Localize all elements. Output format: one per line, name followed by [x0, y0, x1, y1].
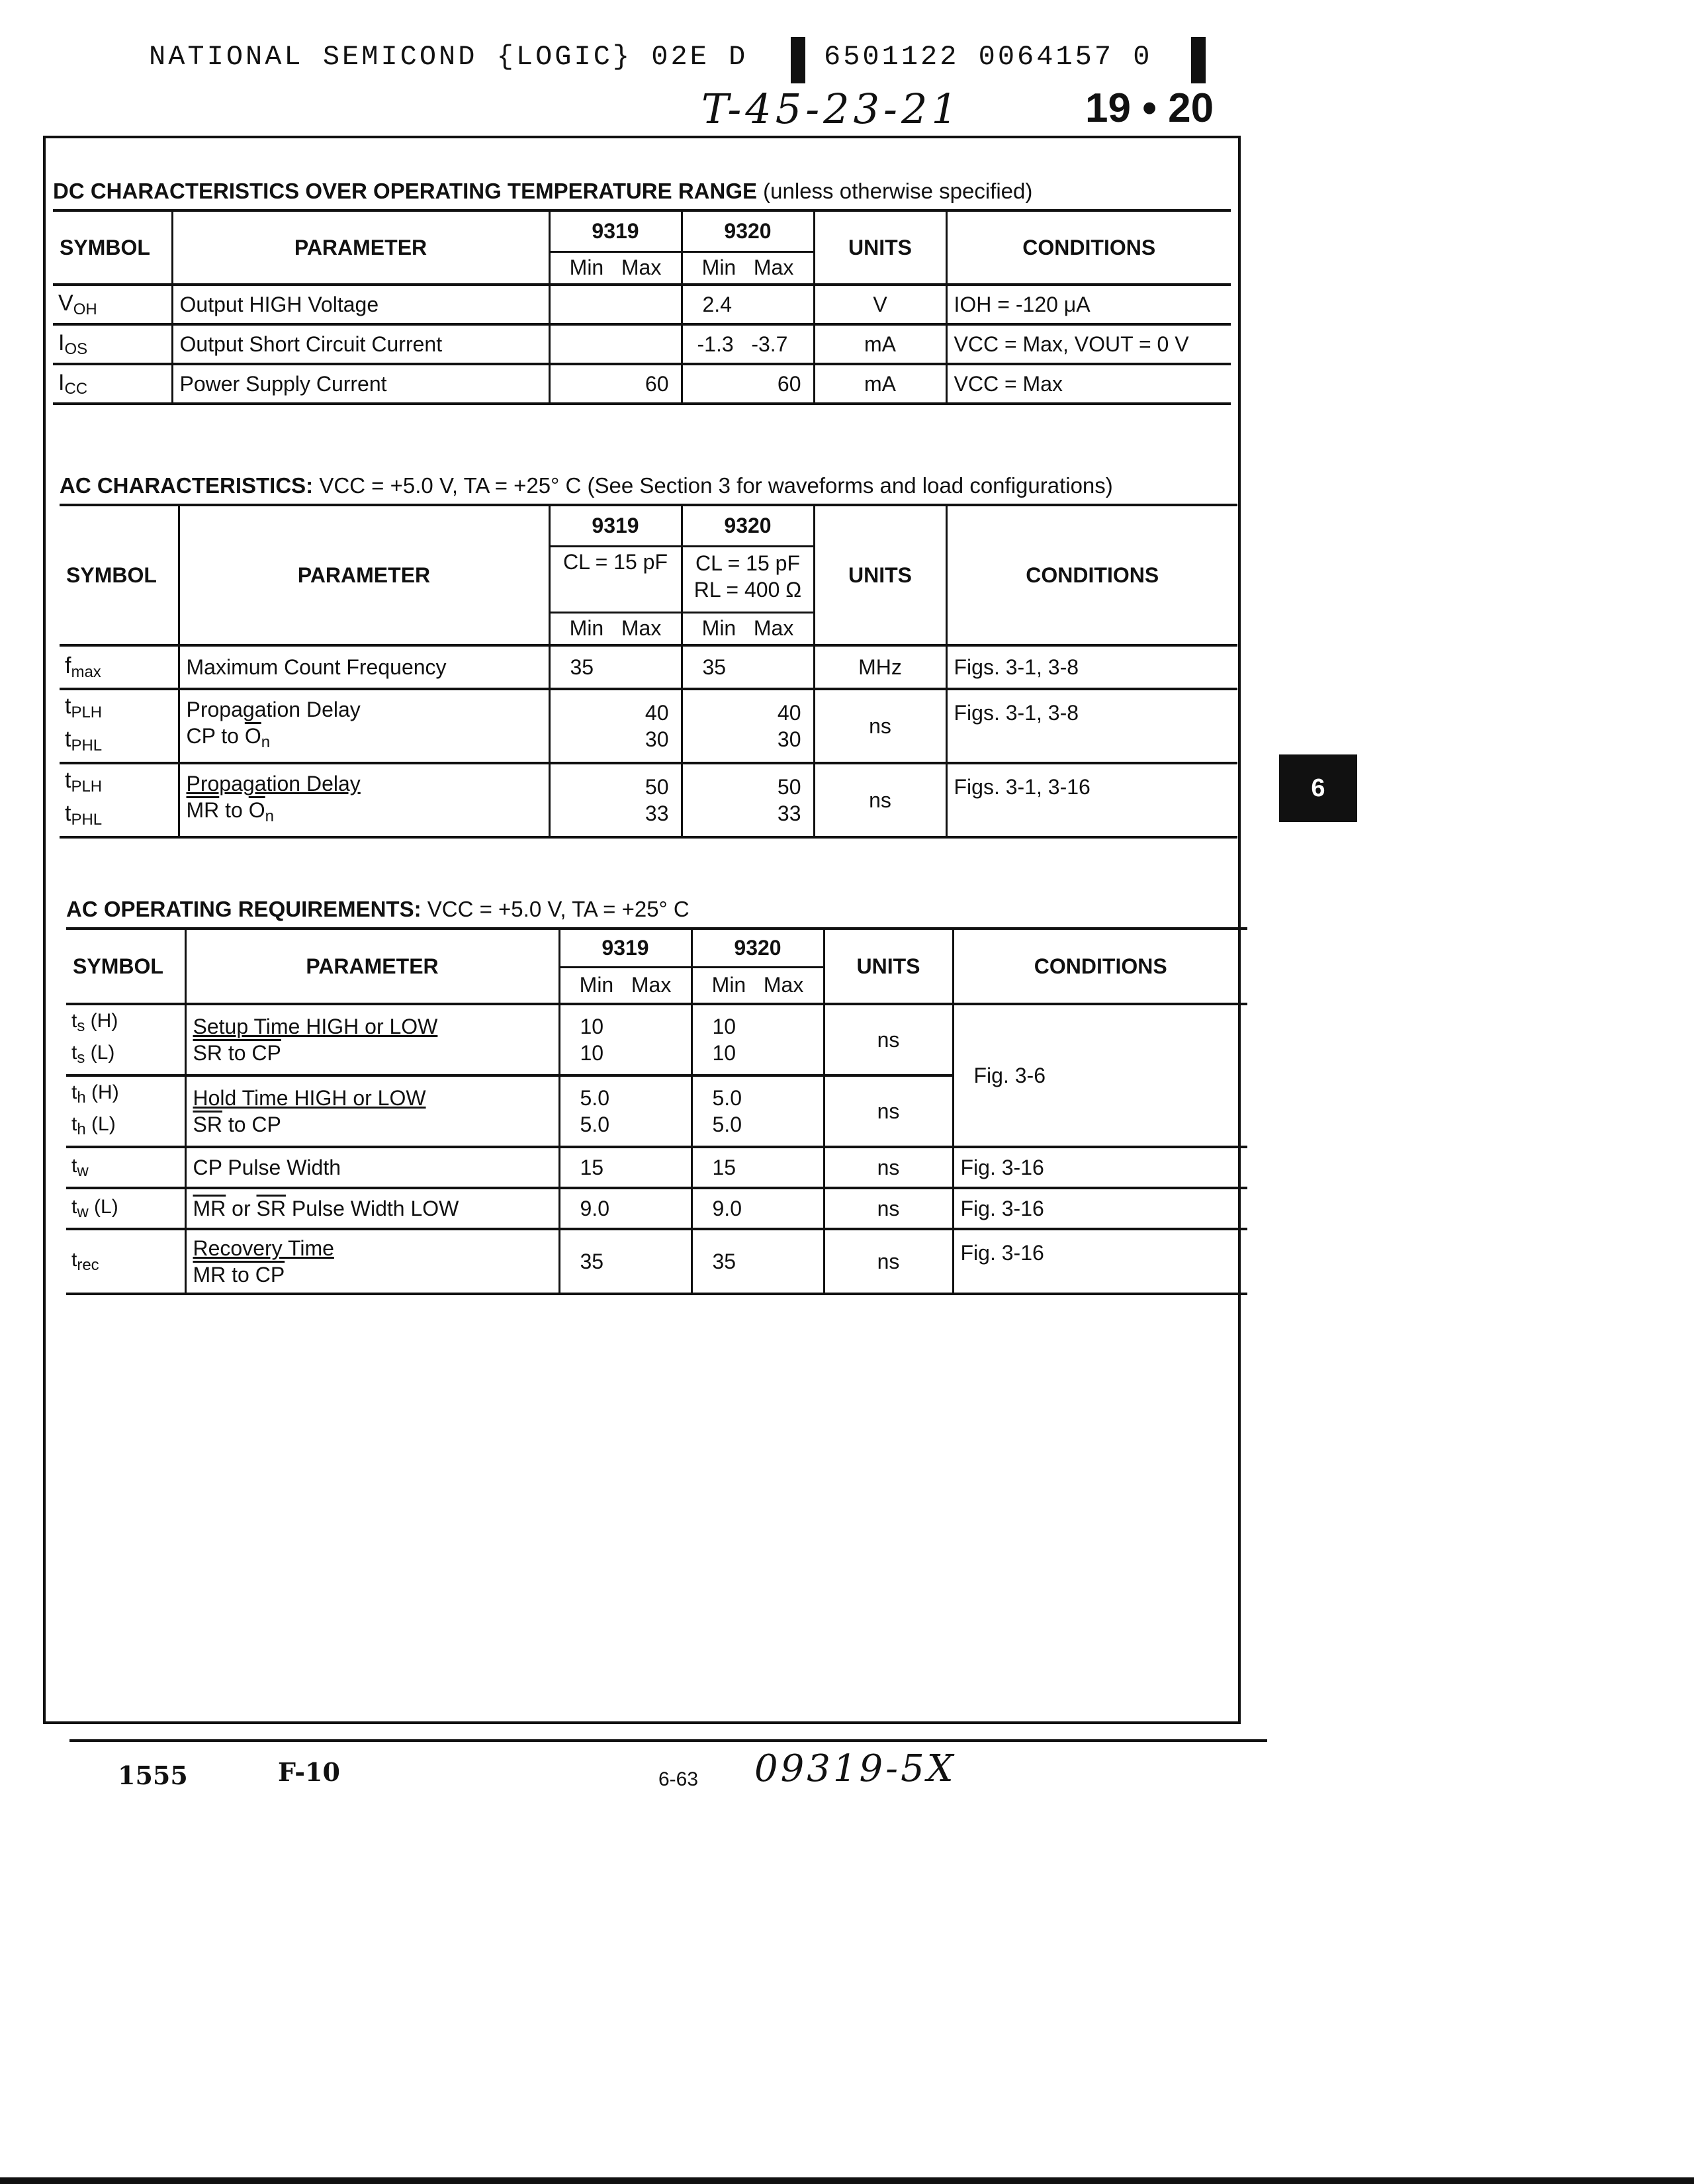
dc-param: Output HIGH Voltage — [172, 285, 549, 324]
table-row — [53, 324, 1231, 364]
dc-cond: VCC = Max, VOUT = 0 V — [946, 324, 1231, 364]
ac-h-9319: 9319 — [549, 506, 682, 546]
ac-sym: $t_{PLH}$ $t_{PHL}$ — [60, 763, 179, 837]
min-label: Min — [569, 255, 604, 280]
min-label: Min — [701, 255, 736, 280]
acop-title-bold: AC OPERATING REQUIREMENTS: — [66, 897, 422, 921]
acop-units: ns — [824, 1147, 953, 1188]
table-row — [66, 1004, 1247, 1075]
acop-param: Hold Time HIGH or LOW $\overline{SR}$ to CP — [185, 1075, 559, 1147]
ac-units: MHz — [814, 645, 946, 689]
header-codes: 6501122 0064157 0 — [824, 41, 1153, 73]
dc-h-9319: 9319 — [549, 212, 682, 251]
dc-h-units: UNITS — [814, 212, 946, 285]
footer-number: 1555 — [118, 1760, 188, 1790]
acop-9320-cell: 10 10 — [691, 1004, 824, 1075]
acop-9320-cell: 9.0 — [691, 1188, 824, 1229]
dc-9320-cell: 60 — [682, 364, 814, 404]
acop-title — [66, 897, 1247, 922]
acop-units: ns — [824, 1188, 953, 1229]
dc-h-symbol: SYMBOL — [53, 212, 172, 285]
header-text — [149, 41, 748, 73]
acop-9320-cell: 35 — [691, 1229, 824, 1294]
acop-units: ns — [824, 1075, 953, 1147]
scan-edge — [0, 2177, 1694, 2184]
acop-units: ns — [824, 1004, 953, 1075]
acop-title-note: VCC = +5.0 V, TA = +25° C — [427, 897, 690, 921]
acop-cond: Fig. 3-6 — [953, 1004, 1247, 1147]
acop-section — [66, 897, 1247, 1295]
acop-h-9319: 9319 — [559, 930, 691, 967]
min-label: Min — [711, 973, 746, 997]
handwritten-note: T-45-23-21 — [701, 85, 961, 133]
ac-param: Propagation Delay CP to $\overline{O}_n$ — [179, 689, 549, 763]
acop-param: $\overline{MR}$ or $\overline{SR}$ Pulse Width LOW — [185, 1188, 559, 1229]
acop-sym: $t_w$ (L) — [66, 1188, 185, 1229]
acop-h-conditions: CONDITIONS — [953, 930, 1247, 1004]
ac-title-note: VCC = +5.0 V, TA = +25° C (See Section 3 for waveforms and load configurations) — [319, 473, 1113, 498]
dc-units: mA — [814, 364, 946, 404]
min-label: Min — [701, 616, 736, 641]
ac-param: Propagation Delay $\overline{MR}$ to $\overline{O}_n$ — [179, 763, 549, 837]
ac-9319-cell: 35 — [549, 645, 682, 689]
ac-9319-cell: 50 33 — [549, 763, 682, 837]
ac-9319-cell: 40 30 — [549, 689, 682, 763]
table-row — [66, 1147, 1247, 1188]
dc-title — [53, 179, 1231, 204]
max-label: Max — [753, 255, 794, 280]
ac-units: ns — [814, 763, 946, 837]
page-reference: 19 • 20 — [1085, 85, 1214, 131]
ac-9320-cell: 40 30 — [682, 689, 814, 763]
frame-bottom-rule — [69, 1739, 1267, 1742]
dc-cond: IOH = -120 μA — [946, 285, 1231, 324]
acop-h-9320-minmax — [691, 967, 824, 1004]
acop-9319-cell: 9.0 — [559, 1188, 691, 1229]
table-row — [53, 364, 1231, 404]
max-label: Max — [621, 616, 662, 641]
acop-param: Setup Time HIGH or LOW SR to CP — [185, 1004, 559, 1075]
dc-h-9320-minmax — [682, 251, 814, 285]
dc-sym: $V_{OH}$ — [53, 285, 172, 324]
dc-h-9320: 9320 — [682, 212, 814, 251]
table-row — [53, 285, 1231, 324]
footer-code: F-10 — [278, 1757, 340, 1787]
dc-9320-cell: -1.3 -3.7 — [682, 324, 814, 364]
ac-cond: Figs. 3-1, 3-16 — [946, 763, 1237, 837]
max-label: Max — [763, 973, 804, 997]
page-number: 6-63 — [658, 1768, 699, 1790]
dc-table — [53, 212, 1231, 405]
ac-h-9319-minmax — [549, 612, 682, 645]
dc-section — [53, 179, 1231, 405]
ac-cond: Figs. 3-1, 3-8 — [946, 689, 1237, 763]
ac-h-units: UNITS — [814, 506, 946, 645]
dc-param: Power Supply Current — [172, 364, 549, 404]
acop-h-symbol: SYMBOL — [66, 930, 185, 1004]
handwritten-part-number: 09319-5X — [754, 1747, 956, 1790]
ac-h-parameter: PARAMETER — [179, 506, 549, 645]
table-row — [66, 1188, 1247, 1229]
ac-h-9320-load: CL = 15 pF RL = 400 Ω — [682, 546, 814, 612]
max-label: Max — [631, 973, 672, 997]
ac-section — [60, 473, 1237, 839]
ac-title-bold: AC CHARACTERISTICS: — [60, 473, 314, 498]
ac-h-9320-minmax — [682, 612, 814, 645]
dc-h-parameter: PARAMETER — [172, 212, 549, 285]
dc-h-9319-minmax — [549, 251, 682, 285]
ac-param: Maximum Count Frequency — [179, 645, 549, 689]
ac-9320-cell: 35 — [682, 645, 814, 689]
acop-9320-cell: 15 — [691, 1147, 824, 1188]
max-label: Max — [621, 255, 662, 280]
dc-9319-cell — [549, 285, 682, 324]
acop-units: ns — [824, 1229, 953, 1294]
dc-sym: $I_{CC}$ — [53, 364, 172, 404]
header-mark-bar — [791, 37, 805, 83]
dc-title-bold: DC CHARACTERISTICS OVER OPERATING TEMPERATURE RANGE — [53, 179, 757, 203]
dc-param: Output Short Circuit Current — [172, 324, 549, 364]
section-tab: 6 — [1279, 754, 1357, 822]
ac-sym: $t_{PLH}$ $t_{PHL}$ — [60, 689, 179, 763]
acop-9319-cell: 35 — [559, 1229, 691, 1294]
acop-param: Recovery Time MR to CP — [185, 1229, 559, 1294]
acop-cond: Fig. 3-16 — [953, 1147, 1247, 1188]
dc-cond: VCC = Max — [946, 364, 1231, 404]
acop-param: CP Pulse Width — [185, 1147, 559, 1188]
ac-h-9320: 9320 — [682, 506, 814, 546]
ac-h-conditions: CONDITIONS — [946, 506, 1237, 645]
acop-h-units: UNITS — [824, 930, 953, 1004]
acop-cond: Fig. 3-16 — [953, 1188, 1247, 1229]
dc-title-note: (unless otherwise specified) — [763, 179, 1033, 203]
dc-units: V — [814, 285, 946, 324]
ac-table — [60, 506, 1237, 839]
dc-h-conditions: CONDITIONS — [946, 212, 1231, 285]
header-mark-bar-right — [1191, 37, 1206, 83]
acop-sym: $t_s$ (H) $t_s$ (L) — [66, 1004, 185, 1075]
min-label: Min — [569, 616, 604, 641]
acop-sym: $t_h$ (H) $t_h$ (L) — [66, 1075, 185, 1147]
ac-h-symbol: SYMBOL — [60, 506, 179, 645]
ac-title — [60, 473, 1237, 498]
table-row — [60, 645, 1237, 689]
dc-9319-cell: 60 — [549, 364, 682, 404]
acop-9320-cell: 5.0 5.0 — [691, 1075, 824, 1147]
table-row — [60, 763, 1237, 837]
acop-h-9319-minmax — [559, 967, 691, 1004]
acop-h-parameter: PARAMETER — [185, 930, 559, 1004]
min-label: Min — [579, 973, 614, 997]
dc-9319-cell — [549, 324, 682, 364]
acop-9319-cell: 15 — [559, 1147, 691, 1188]
dc-units: mA — [814, 324, 946, 364]
acop-cond: Fig. 3-16 — [953, 1229, 1247, 1294]
acop-sym: $t_{rec}$ — [66, 1229, 185, 1294]
acop-9319-cell: 5.0 5.0 — [559, 1075, 691, 1147]
ac-cond: Figs. 3-1, 3-8 — [946, 645, 1237, 689]
ac-sym: $f_{max}$ — [60, 645, 179, 689]
header-label: NATIONAL SEMICOND {LOGIC} 02E D — [149, 41, 748, 73]
ac-9320-cell: 50 33 — [682, 763, 814, 837]
table-row — [66, 1229, 1247, 1294]
dc-9320-cell: 2.4 — [682, 285, 814, 324]
ac-units: ns — [814, 689, 946, 763]
dc-sym: $I_{OS}$ — [53, 324, 172, 364]
max-label: Max — [753, 616, 794, 641]
acop-h-9320: 9320 — [691, 930, 824, 967]
acop-sym: $t_w$ — [66, 1147, 185, 1188]
acop-table — [66, 930, 1247, 1295]
acop-9319-cell: 10 10 — [559, 1004, 691, 1075]
ac-h-9319-load: CL = 15 pF — [549, 546, 682, 612]
table-row — [60, 689, 1237, 763]
